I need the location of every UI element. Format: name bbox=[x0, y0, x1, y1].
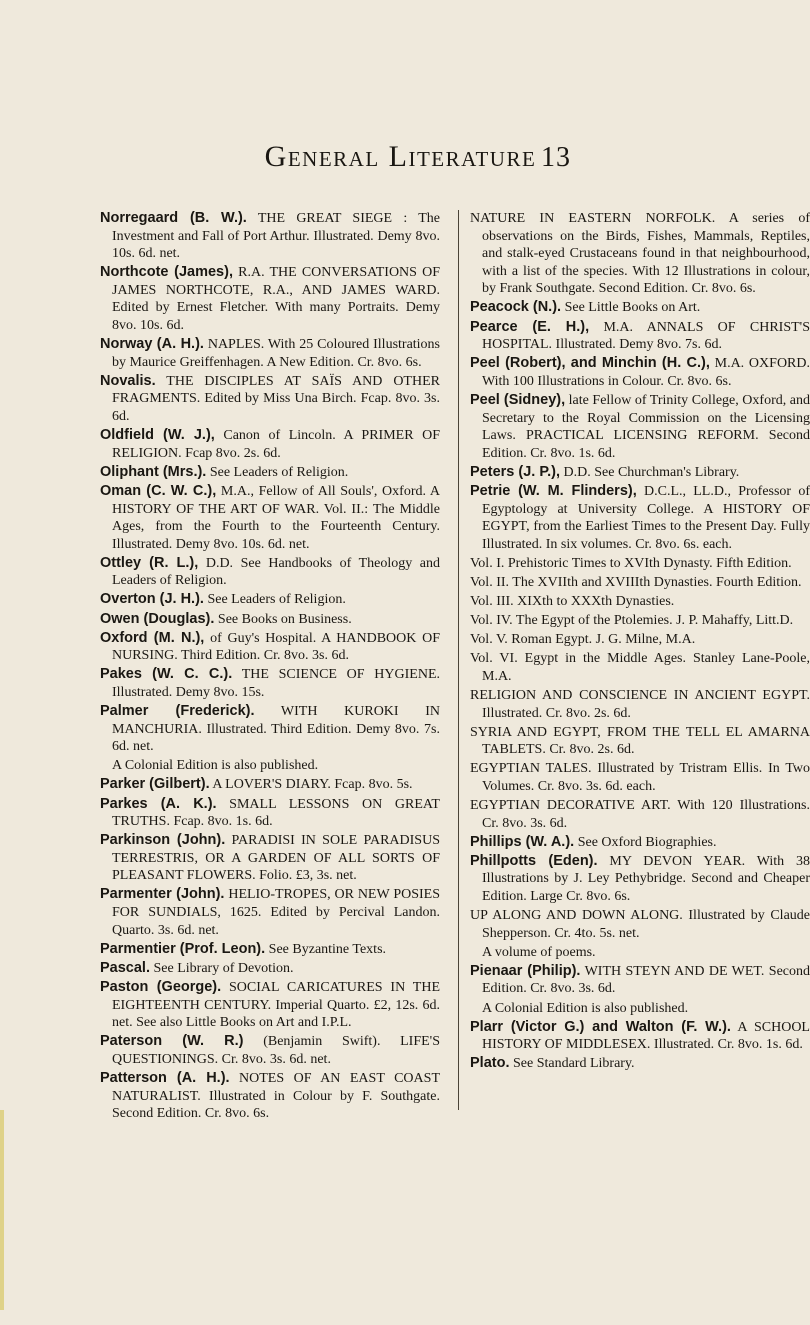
entry-text: See Oxford Biographies. bbox=[574, 834, 717, 850]
entry-text: See Little Books on Art. bbox=[561, 300, 701, 316]
entry-author: Oldfield (W. J.), bbox=[100, 427, 215, 444]
entry-author: Oxford (M. N.), bbox=[100, 629, 205, 646]
column-divider bbox=[458, 210, 459, 1110]
entry-author: Oman (C. W. C.), bbox=[100, 482, 217, 499]
entry-author: Palmer (Frederick). bbox=[100, 703, 255, 720]
entry-text: THE SCIENCE OF HYGIENE. Illustrated. Demy 8vo. 15s. bbox=[112, 667, 440, 700]
catalogue-entry bbox=[470, 963, 810, 998]
entry-text: WITH STEYN AND DE WET. Second Edition. Cr. 8vo. 3s. 6d. bbox=[482, 963, 810, 997]
entry-text: A Colonial Edition is also published. bbox=[112, 758, 319, 774]
entry-author: Parmenter (John). bbox=[100, 886, 225, 903]
entry-author: Norregaard (B. W.). bbox=[100, 210, 247, 226]
entry-text: M.A., Fellow of All Souls', Oxford. A HISTORY OF THE ART OF WAR. Vol. II.: The Middle Ages, from the Fourth to the Fourteenth Century. Illustrated. Demy 8vo. 10s. 6d. net. bbox=[112, 483, 440, 552]
catalogue-entry bbox=[100, 886, 440, 939]
entry-text: MY DEVON YEAR. With 38 Illustrations by J. Ley Pethybridge. Second and Cheaper Edition. Large Cr. 8vo. 6s. bbox=[482, 853, 810, 904]
entry-text: NOTES OF AN EAST COAST NATURALIST. Illustrated in Colour by F. Southgate. Second Edition. Cr. 8vo. 6s. bbox=[112, 1070, 440, 1122]
catalogue-entry bbox=[470, 210, 810, 298]
catalogue-entry bbox=[470, 299, 810, 317]
entry-text: UP ALONG AND DOWN ALONG. Illustrated by Claude Shepperson. Cr. 4to. 5s. net. bbox=[470, 908, 810, 941]
catalogue-entry bbox=[470, 392, 810, 462]
catalogue-entry bbox=[470, 760, 810, 795]
entry-text: WITH KUROKI IN MANCHURIA. Illustrated. Third Edition. Demy 8vo. 7s. 6d. net. bbox=[112, 704, 440, 755]
catalogue-entry bbox=[100, 611, 440, 629]
entry-author: Peters (J. P.), bbox=[470, 463, 561, 480]
catalogue-entry bbox=[100, 703, 440, 756]
entry-text: A SCHOOL HISTORY OF MIDDLESEX. Illustrated. Cr. 8vo. 1s. 6d. bbox=[482, 1019, 810, 1053]
entry-author: Plato. bbox=[470, 1055, 510, 1072]
entry-text: NATURE IN EASTERN NORFOLK. A series of observations on the Birds, Fishes, Mammals, Reptiles, and stalk-eyed Crustaceans found in that neighbourhood, with a list of the species. With 12 Illustrations in colour, by Frank Southgate. Second Edition. Cr. 8vo. 6s. bbox=[470, 211, 810, 297]
catalogue-entry bbox=[470, 593, 810, 611]
entry-text: THE GREAT SIEGE : The Investment and Fall of Port Arthur. Illustrated. Demy 8vo. 10s. 6d. net. bbox=[112, 211, 440, 262]
catalogue-entry bbox=[470, 355, 810, 390]
entry-text: D.D. See Churchman's Library. bbox=[560, 464, 740, 480]
entry-author: Novalis. bbox=[100, 372, 156, 389]
entry-author: Northcote (James), bbox=[100, 264, 233, 281]
catalogue-entry bbox=[470, 612, 810, 630]
left-column bbox=[100, 210, 440, 1124]
entry-text: D.D. See Handbooks of Theology and Leaders of Religion. bbox=[112, 555, 440, 589]
entry-author: Overton (J. H.). bbox=[100, 591, 204, 608]
entry-text: A LOVER'S DIARY. Fcap. 8vo. 5s. bbox=[209, 777, 413, 793]
entry-text: Vol. V. Roman Egypt. J. G. Milne, M.A. bbox=[470, 632, 696, 648]
catalogue-entry bbox=[470, 1000, 810, 1018]
entry-author: Norway (A. H.). bbox=[100, 336, 204, 353]
entry-text: D.C.L., LL.D., Professor of Egyptology at University College. A HISTORY OF EGYPT, from the Earliest Times to the Present Day. Fully Illustrated. In six volumes. Cr. 8vo. 6s. each. bbox=[482, 483, 810, 552]
catalogue-entry bbox=[100, 464, 440, 482]
entry-author: Pascal. bbox=[100, 959, 150, 976]
catalogue-entry bbox=[470, 555, 810, 573]
entry-text: See Leaders of Religion. bbox=[203, 592, 346, 608]
entry-text: SMALL LESSONS ON GREAT TRUTHS. Fcap. 8vo. 1s. 6d. bbox=[112, 796, 440, 830]
entry-text: NAPLES. With 25 Coloured Illustrations by Maurice Greiffenhagen. A New Edition. Cr. 8vo. 6s. bbox=[112, 337, 441, 370]
entry-author: Parker (Gilbert). bbox=[100, 776, 210, 793]
catalogue-entry bbox=[100, 796, 440, 831]
entry-text: See Books on Business. bbox=[214, 611, 352, 627]
catalogue-entry bbox=[100, 210, 440, 263]
catalogue-entry bbox=[470, 574, 810, 592]
page-header bbox=[0, 140, 801, 180]
entry-author: Paston (George). bbox=[100, 978, 222, 995]
entry-text: See Byzantine Texts. bbox=[265, 941, 387, 957]
catalogue-entry bbox=[100, 979, 440, 1032]
entry-author: Pakes (W. C. C.). bbox=[100, 666, 233, 683]
entry-author: Patterson (A. H.). bbox=[100, 1069, 230, 1086]
entry-text: THE DISCIPLES AT SAÏS AND OTHER FRAGMENTS. Edited by Miss Una Birch. Fcap. 8vo. 3s. 6d. bbox=[112, 373, 440, 425]
entry-author: Plarr (Victor G.) and Walton (F. W.). bbox=[470, 1018, 731, 1035]
catalogue-entry bbox=[100, 373, 440, 426]
entry-text: SOCIAL CARICATURES IN THE EIGHTEENTH CENTURY. Imperial Quarto. £2, 12s. 6d. net. See also Little Books on Art and I.P.L. bbox=[112, 979, 440, 1031]
entry-author: Oliphant (Mrs.). bbox=[100, 463, 207, 480]
catalogue-entry bbox=[100, 555, 440, 590]
catalogue-entry bbox=[470, 687, 810, 722]
catalogue-entry bbox=[470, 1019, 810, 1054]
catalogue-entry bbox=[100, 427, 440, 462]
entry-text: SYRIA AND EGYPT, FROM THE TELL EL AMARNA TABLETS. Cr. 8vo. 2s. 6d. bbox=[470, 724, 810, 758]
entry-text: of Guy's Hospital. A HANDBOOK OF NURSING. Third Edition. Cr. 8vo. 3s. 6d. bbox=[112, 630, 440, 664]
page-number: 13 bbox=[541, 142, 571, 173]
entry-text: R.A. THE CONVERSATIONS OF JAMES NORTHCOTE, R.A., AND JAMES WARD. Edited by Ernest Fletcher. With many Portraits. Demy 8vo. 10s. 6d. bbox=[112, 265, 440, 334]
entry-author: Peacock (N.). bbox=[470, 299, 562, 316]
catalogue-entry bbox=[100, 336, 440, 371]
entry-text: Canon of Lincoln. A PRIMER OF RELIGION. Fcap 8vo. 2s. 6d. bbox=[112, 428, 440, 461]
catalogue-entry bbox=[470, 944, 810, 962]
catalogue-entry bbox=[470, 483, 810, 553]
catalogue-entry bbox=[470, 797, 810, 832]
entry-text: M.A. OXFORD. With 100 Illustrations in Colour. Cr. 8vo. 6s. bbox=[482, 356, 810, 389]
catalogue-entry bbox=[100, 941, 440, 959]
entry-text: HELIO-TROPES, OR NEW POSIES FOR SUNDIALS, 1625. Edited by Percival Landon. Quarto. 3s. 6d. net. bbox=[112, 887, 440, 938]
entry-text: RELIGION AND CONSCIENCE IN ANCIENT EGYPT. Illustrated. Cr. 8vo. 2s. 6d. bbox=[470, 687, 810, 721]
entry-text: EGYPTIAN DECORATIVE ART. With 120 Illustrations. Cr. 8vo. 3s. 6d. bbox=[470, 798, 810, 831]
entry-text: A Colonial Edition is also published. bbox=[482, 1000, 689, 1016]
catalogue-entry bbox=[100, 591, 440, 609]
entry-author: Pearce (E. H.), bbox=[470, 318, 590, 335]
entry-text: Vol. IV. The Egypt of the Ptolemies. J. P. Mahaffy, Litt.D. bbox=[470, 613, 794, 629]
entry-author: Peel (Sidney), bbox=[470, 391, 566, 408]
entry-text: Vol. I. Prehistoric Times to XVIth Dynasty. Fifth Edition. bbox=[470, 555, 792, 571]
entry-text: See Leaders of Religion. bbox=[206, 464, 349, 480]
entry-author: Parmentier (Prof. Leon). bbox=[100, 940, 266, 957]
catalogue-entry bbox=[100, 832, 440, 885]
catalogue-entry bbox=[100, 1033, 440, 1068]
entry-author: Parkes (A. K.). bbox=[100, 795, 217, 812]
entry-text: See Standard Library. bbox=[509, 1056, 635, 1072]
entry-text: See Library of Devotion. bbox=[150, 960, 294, 976]
entry-author: Paterson (W. R.) bbox=[100, 1033, 244, 1050]
entry-text: A volume of poems. bbox=[482, 944, 596, 960]
catalogue-entry bbox=[100, 776, 440, 794]
catalogue-entry bbox=[100, 666, 440, 701]
catalogue-entry bbox=[470, 464, 810, 482]
catalogue-entry bbox=[470, 724, 810, 759]
catalogue-entry bbox=[470, 834, 810, 852]
entry-author: Petrie (W. M. Flinders), bbox=[470, 482, 637, 499]
catalogue-entry bbox=[470, 853, 810, 906]
entry-text: Vol. III. XIXth to XXXth Dynasties. bbox=[470, 593, 675, 609]
entry-author: Parkinson (John). bbox=[100, 832, 226, 849]
entry-text: EGYPTIAN TALES. Illustrated by Tristram Ellis. In Two Volumes. Cr. 8vo. 3s. 6d. each. bbox=[470, 761, 810, 794]
entry-text: (Benjamin Swift). LIFE'S QUESTIONINGS. Cr. 8vo. 3s. 6d. net. bbox=[112, 1034, 440, 1067]
catalogue-entry bbox=[100, 960, 440, 978]
entry-author: Phillips (W. A.). bbox=[470, 833, 575, 850]
entry-author: Phillpotts (Eden). bbox=[470, 852, 598, 869]
catalogue-entry bbox=[470, 631, 810, 649]
entry-author: Owen (Douglas). bbox=[100, 610, 215, 627]
catalogue-entry bbox=[100, 1070, 440, 1123]
entry-author: Pienaar (Philip). bbox=[470, 962, 581, 979]
entry-text: Vol. II. The XVIIth and XVIIIth Dynasties. Fourth Edition. bbox=[470, 574, 802, 590]
catalogue-entry bbox=[470, 650, 810, 685]
catalogue-entry bbox=[100, 630, 440, 665]
entry-text: late Fellow of Trinity College, Oxford, and Secretary to the Royal Commission on the Licensing Laws. PRACTICAL LICENSING REFORM. Second Edition. Cr. 8vo. 1s. 6d. bbox=[482, 392, 810, 461]
catalogue-entry bbox=[100, 757, 440, 775]
running-title: General Literature bbox=[264, 140, 537, 173]
catalogue-entry bbox=[470, 1055, 810, 1073]
entry-text: Vol. VI. Egypt in the Middle Ages. Stanley Lane-Poole, M.A. bbox=[470, 651, 810, 684]
catalogue-entry bbox=[470, 319, 810, 354]
entry-author: Ottley (R. L.), bbox=[100, 554, 199, 571]
catalogue-entry bbox=[100, 264, 440, 334]
catalogue-entry bbox=[470, 907, 810, 942]
entry-text: PARADISI IN SOLE PARADISUS TERRESTRIS, OR A GARDEN OF ALL SORTS OF PLEASANT FLOWERS. Folio. £3, 3s. net. bbox=[112, 833, 440, 884]
binding-edge bbox=[0, 1110, 4, 1310]
entry-text: M.A. ANNALS OF CHRIST'S HOSPITAL. Illustrated. Demy 8vo. 7s. 6d. bbox=[482, 319, 810, 353]
entry-author: Peel (Robert), and Minchin (H. C.), bbox=[470, 355, 710, 372]
catalogue-entry bbox=[100, 483, 440, 553]
right-column bbox=[470, 210, 810, 1074]
